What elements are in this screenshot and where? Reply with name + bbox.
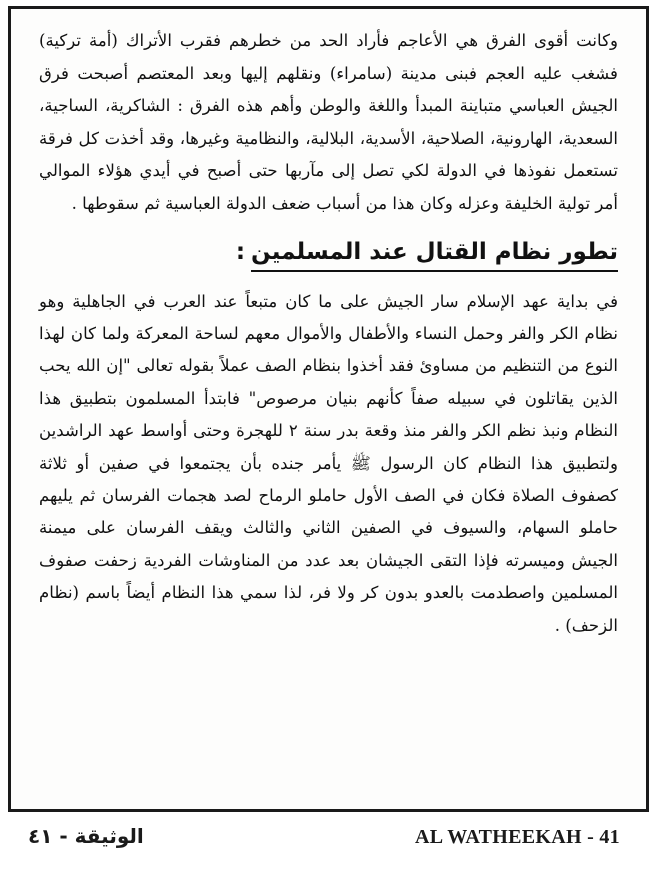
footer-arabic-page-label: الوثيقة - ٤١ <box>28 824 144 848</box>
page-frame <box>8 6 649 812</box>
paragraph-abbasid-army: وكانت أقوى الفرق هي الأعاجم فأراد الحد من خطرهم فقرب الأتراك (أمة تركية) فشغب عليه العجم فبنى مدينة (سامراء) ونقلهم إليها وبعد المعتصم أصبحت فرق الجيش العباسي متباينة المبدأ واللغة والوطن وأهم هذه الفرق : الشاكرية، الساجية، السعدية، الهارونية، الصلاحية، الأسدية، البلالية، والنظامية وغيرها، وقد أخذت كل فرقة تستعمل نفوذها في الدولة لكي تصل إلى مآربها حتى أصبح في أيدي هؤلاء الموالي أمر تولية الخليفة وعزله وكان هذا من أسباب ضعف الدولة العباسية ثم سقوطها . <box>39 31 618 213</box>
heading-colon: : <box>235 238 246 265</box>
document-body <box>39 25 618 642</box>
paragraph-combat-system: في بداية عهد الإسلام سار الجيش على ما كان متبعاً عند العرب في الجاهلية وهو نظام الكر والفر وحمل النساء والأطفال والأموال معهم لساحة المعركة ولما كان لهذا النوع من التنظيم من مساوئ فقد أخذوا بنظام الصف عملاً بقوله تعالى "إن الله يحب الذين يقاتلون في سبيله صفاً كأنهم بنيان مرصوص" فابتدأ المسلمون بتطبيق هذا النظام ونبذ نظم الكر والفر منذ وقعة بدر سنة ٢ للهجرة وحتى أواسط عهد الراشدين ولتطبيق هذا النظام كان الرسول ﷺ يأمر جنده بأن يجتمعوا في صفين أو ثلاثة كصفوف الصلاة فكان في الصف الأول حاملو الرماح لصد هجمات الفرسان ثم يليهم حاملو السهام، والسيوف في الصفين الثاني والثالث ويقف الفرسان على ميمنة الجيش وميسرته فإذا التقى الجيشان بعد عدد من المناوشات الفردية زحفت صفوف المسلمين واصطدمت بالعدو بدون كر ولا فر، لذا سمي هذا النظام أيضاً باسم (نظام الزحف) . <box>39 291 619 635</box>
footer-latin-page-label: AL WATHEEKAH - 41 <box>415 826 620 848</box>
section-heading-row <box>39 235 618 272</box>
page-footer <box>10 822 650 856</box>
section-heading: تطور نظام القتال عند المسلمين <box>251 235 618 272</box>
